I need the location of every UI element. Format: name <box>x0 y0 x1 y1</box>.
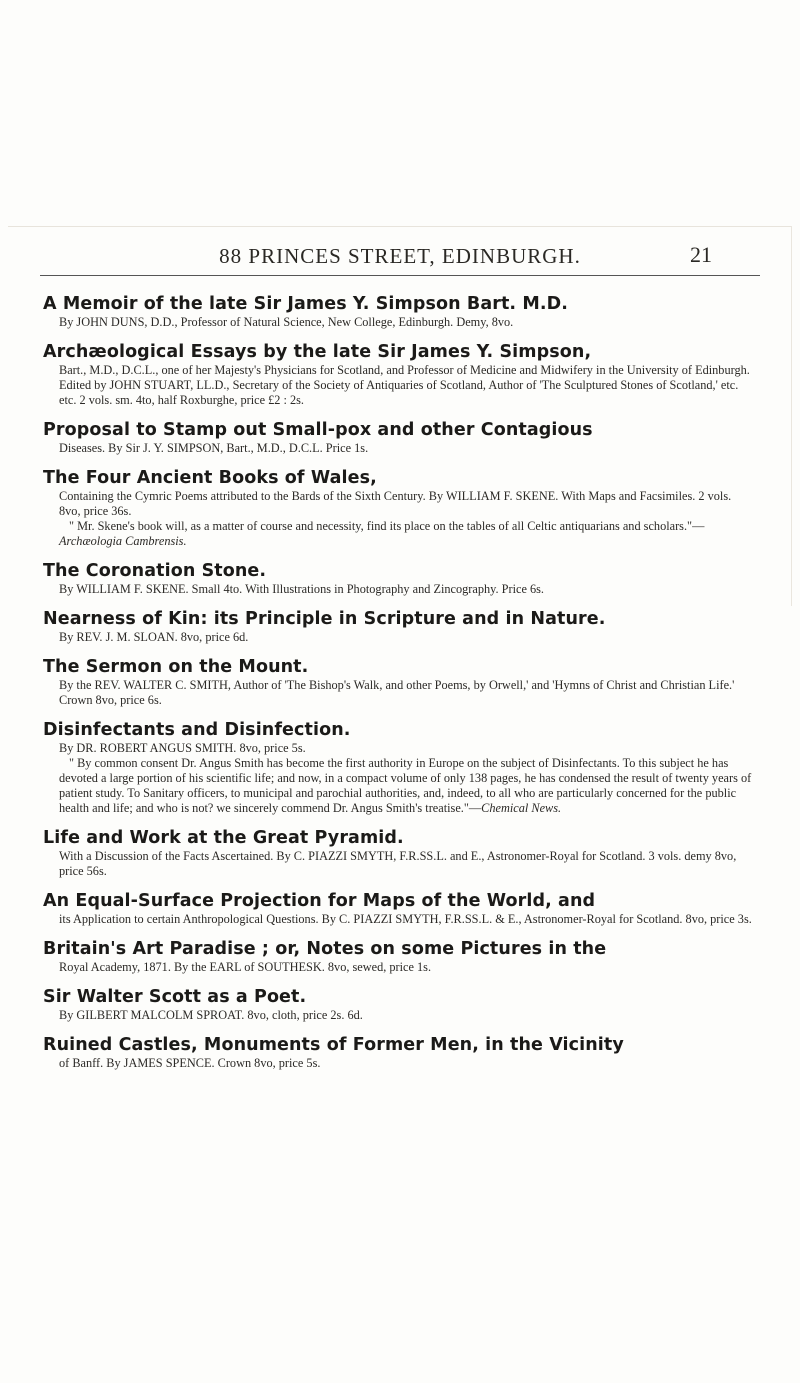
entry-body: By GILBERT MALCOLM SPROAT. 8vo, cloth, price 2s. 6d. <box>59 1008 363 1022</box>
entry-body: By DR. ROBERT ANGUS SMITH. 8vo, price 5s. <box>59 741 306 755</box>
catalogue-entry <box>43 656 752 708</box>
catalogue-entry <box>43 293 752 330</box>
catalogue-entry <box>43 467 752 549</box>
entry-body: of Banff. By JAMES SPENCE. Crown 8vo, price 5s. <box>59 1056 321 1070</box>
page-number: 21 <box>690 242 712 267</box>
catalogue-entry <box>43 719 752 816</box>
catalogue-entries <box>43 293 752 1082</box>
catalogue-entry <box>43 608 752 645</box>
entry-title: Britain's Art Paradise ; or, Notes on some Pictures in the <box>43 939 607 959</box>
entry-body: By JOHN DUNS, D.D., Professor of Natural Science, New College, Edinburgh. Demy, 8vo. <box>59 315 514 329</box>
entry-body: Bart., M.D., D.C.L., one of her Majesty's Physicians for Scotland, and Professor of Medicine and Midwifery in the University of Edinburgh. Edited by JOHN STUART, LL.D., Secretary of the Society of Antiquaries of Scotland, Author of 'The Sculptured Stones of Scotland,' etc. etc. 2 vols. sm. 4to, half Roxburghe, price £2 : 2s. <box>59 363 750 407</box>
entry-title: An Equal-Surface Projection for Maps of the World, and <box>43 891 596 911</box>
entry-review-quote <box>59 519 752 549</box>
entry-title: Ruined Castles, Monuments of Former Men, in the Vicinity <box>43 1035 624 1055</box>
catalogue-entry <box>43 827 752 879</box>
entry-title: The Four Ancient Books of Wales, <box>43 468 377 488</box>
entry-title: Life and Work at the Great Pyramid. <box>43 828 404 848</box>
quote-source: Archæologia Cambrensis. <box>59 534 187 548</box>
quote-source: Chemical News. <box>481 801 562 815</box>
catalogue-entry <box>43 419 752 456</box>
entry-title: Archæological Essays by the late Sir James Y. Simpson, <box>43 342 592 362</box>
entry-body: By REV. J. M. SLOAN. 8vo, price 6d. <box>59 630 249 644</box>
catalogue-entry <box>43 560 752 597</box>
catalogue-entry <box>43 938 752 975</box>
entry-body: With a Discussion of the Facts Ascertained. By C. PIAZZI SMYTH, F.R.SS.L. and E., Astronomer-Royal for Scotland. 3 vols. demy 8vo, price 56s. <box>59 849 737 878</box>
entry-title: Disinfectants and Disinfection. <box>43 720 351 740</box>
catalogue-entry <box>43 341 752 408</box>
entry-title: Proposal to Stamp out Small-pox and other Contagious <box>43 420 593 440</box>
entry-body: By the REV. WALTER C. SMITH, Author of 'The Bishop's Walk, and other Poems, by Orwell,' and 'Hymns of Christ and Christian Life.' Crown 8vo, price 6s. <box>59 678 735 707</box>
entry-title: Sir Walter Scott as a Poet. <box>43 987 307 1007</box>
running-head <box>88 244 712 284</box>
quote-text: " Mr. Skene's book will, as a matter of course and necessity, find its place on the tables of all Celtic antiquarians and scholars."— <box>69 519 705 533</box>
page-right-edge <box>791 226 792 606</box>
page-top-edge <box>8 226 792 227</box>
catalogue-entry <box>43 1034 752 1071</box>
quote-text: " By common consent Dr. Angus Smith has become the first authority in Europe on the subject of Disinfectants. To this subject he has devoted a large portion of his scientific life; and now, in a compact volume of only 138 pages, he has condensed the result of twenty years of patient study. To Sanitary officers, to municipal and parochial authorities, and, indeed, to all who are particularly concerned for the public health and life; and who is not? we sincerely commend Dr. Angus Smith's treatise."— <box>59 756 752 815</box>
entry-body: its Application to certain Anthropological Questions. By C. PIAZZI SMYTH, F.R.SS.L. & E., Astronomer-Royal for Scotland. 8vo, price 3s. <box>59 912 752 926</box>
header-rule <box>40 275 760 276</box>
entry-body: Containing the Cymric Poems attributed to the Bards of the Sixth Century. By WILLIAM F. SKENE. With Maps and Facsimiles. 2 vols. 8vo, price 36s. <box>59 489 732 518</box>
running-title: 88 PRINCES STREET, EDINBURGH. <box>219 244 581 268</box>
entry-review-quote <box>59 756 752 816</box>
catalogue-entry <box>43 890 752 927</box>
catalogue-entry <box>43 986 752 1023</box>
entry-body: Royal Academy, 1871. By the EARL of SOUTHESK. 8vo, sewed, price 1s. <box>59 960 432 974</box>
entry-title: Nearness of Kin: its Principle in Scripture and in Nature. <box>43 609 606 629</box>
entry-body: By WILLIAM F. SKENE. Small 4to. With Illustrations in Photography and Zincography. Price 6s. <box>59 582 544 596</box>
entry-title: A Memoir of the late Sir James Y. Simpson Bart. M.D. <box>43 294 568 314</box>
entry-body: Diseases. By Sir J. Y. SIMPSON, Bart., M.D., D.C.L. Price 1s. <box>59 441 369 455</box>
entry-title: The Coronation Stone. <box>43 561 267 581</box>
entry-title: The Sermon on the Mount. <box>43 657 309 677</box>
